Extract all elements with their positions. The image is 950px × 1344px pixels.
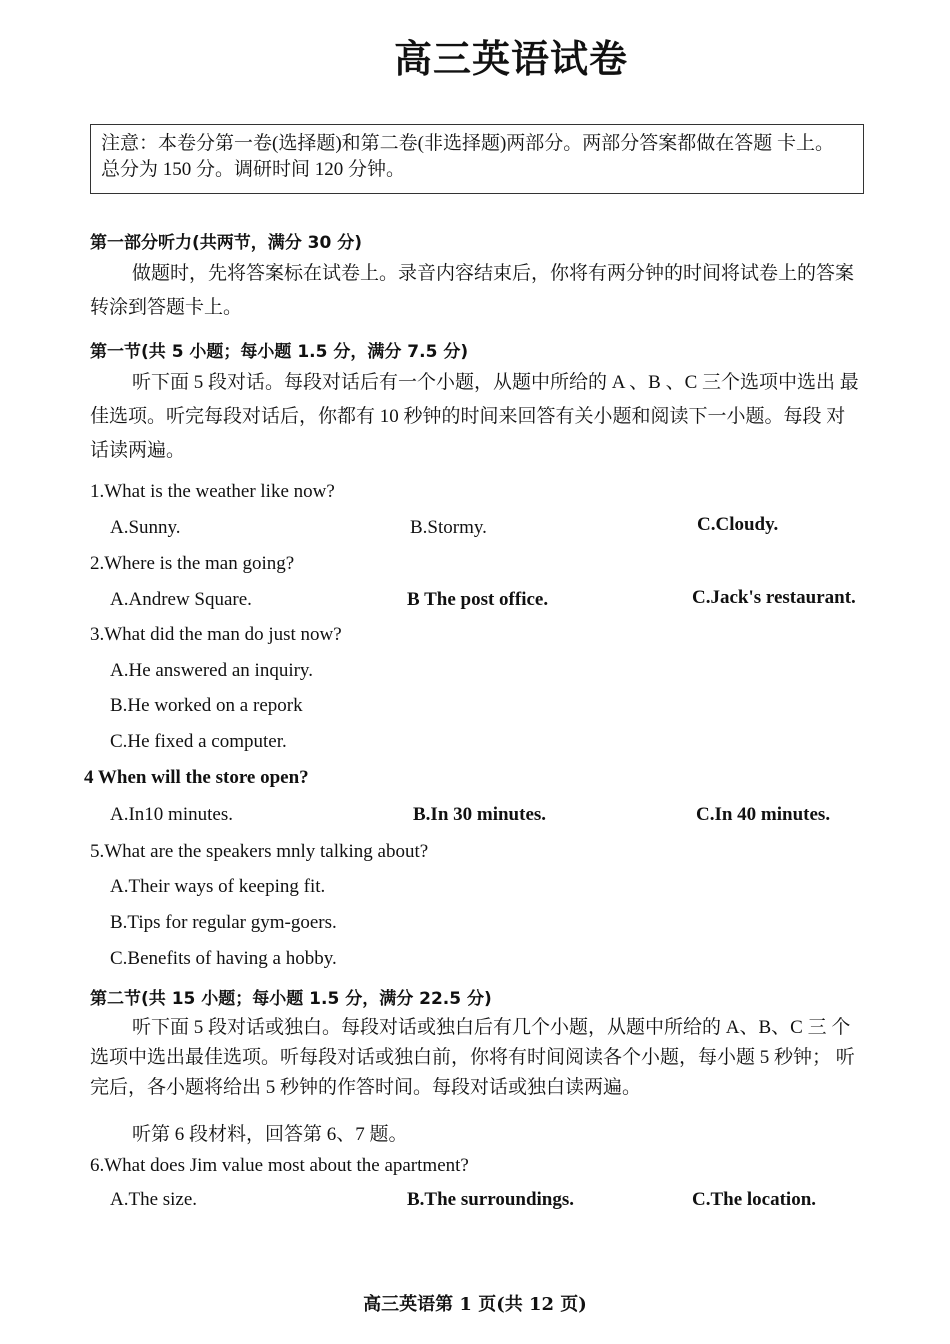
q4-option-b: B.In 30 minutes. xyxy=(413,804,547,825)
question-4: 4 When will the store open? xyxy=(84,767,309,788)
part1-heading: 第一部分听力(共两节，满分 30 分) xyxy=(90,233,363,253)
page-title: 高三英语试卷 xyxy=(393,37,628,81)
q5-option-c: C.Benefits of having a hobby. xyxy=(110,948,337,969)
q5-option-a: A.Their ways of keeping fit. xyxy=(110,876,326,897)
question-5: 5.What are the speakers mnly talking about? xyxy=(90,841,429,862)
q2-option-a: A.Andrew Square. xyxy=(110,589,252,610)
q1-option-b: B.Stormy. xyxy=(410,517,487,538)
section1-heading: 第一节(共 5 小题；每小题 1.5 分，满分 7.5 分) xyxy=(90,342,469,362)
page-footer: 高三英语第 1 页(共 12 页) xyxy=(363,1294,587,1315)
question-1: 1.What is the weather like now? xyxy=(90,481,335,502)
question-6: 6.What does Jim value most about the apartment? xyxy=(90,1155,469,1176)
section2-heading: 第二节(共 15 小题；每小题 1.5 分，满分 22.5 分) xyxy=(90,989,492,1009)
q5-option-b: B.Tips for regular gym-goers. xyxy=(110,912,337,933)
q1-option-c: C.Cloudy. xyxy=(697,514,779,535)
q6-option-b: B.The surroundings. xyxy=(407,1189,575,1210)
question-2: 2.Where is the man going? xyxy=(90,553,295,574)
notice-box: 注意：本卷分第一卷(选择题)和第二卷(非选择题)两部分。两部分答案都做在答题 卡上。总分为 150 分。调研时间 120 分钟。 xyxy=(90,124,864,194)
q4-option-a: A.In10 minutes. xyxy=(110,804,233,825)
question-3: 3.What did the man do just now? xyxy=(90,624,342,645)
part1-instruction: 做题时，先将答案标在试卷上。录音内容结束后，你将有两分钟的时间将试卷上的答案转涂到答题卡上。 xyxy=(90,263,855,318)
q1-option-a: A.Sunny. xyxy=(110,517,181,538)
q2-option-b: B The post office. xyxy=(407,589,549,610)
section2-material: 听第 6 段材料，回答第 6、7 题。 xyxy=(132,1124,408,1145)
q6-option-c: C.The location. xyxy=(692,1189,817,1210)
q3-option-c: C.He fixed a computer. xyxy=(110,731,287,752)
q3-option-a: A.He answered an inquiry. xyxy=(110,660,313,681)
q6-option-a: A.The size. xyxy=(110,1189,198,1210)
section1-instruction: 听下面 5 段对话。每段对话后有一个小题，从题中所给的 A 、B 、C 三个选项中选出 最佳选项。听完每段对话后，你都有 10 秒钟的时间来回答有关小题和阅读下一小题。每段 对话读两遍。 xyxy=(90,372,859,461)
q2-option-c: C.Jack's restaurant. xyxy=(692,587,856,608)
q4-option-c: C.In 40 minutes. xyxy=(696,804,831,825)
q3-option-b: B.He worked on a repork xyxy=(110,695,303,716)
section2-instruction: 听下面 5 段对话或独白。每段对话或独白后有几个小题，从题中所给的 A、B、C 三 个选项中选出最佳选项。听每段对话或独白前，你将有时间阅读各个小题，每小题 5 秒钟； 听完后，各小题将给出 5 秒钟的作答时间。每段对话或独白读两遍。 xyxy=(90,1017,855,1098)
